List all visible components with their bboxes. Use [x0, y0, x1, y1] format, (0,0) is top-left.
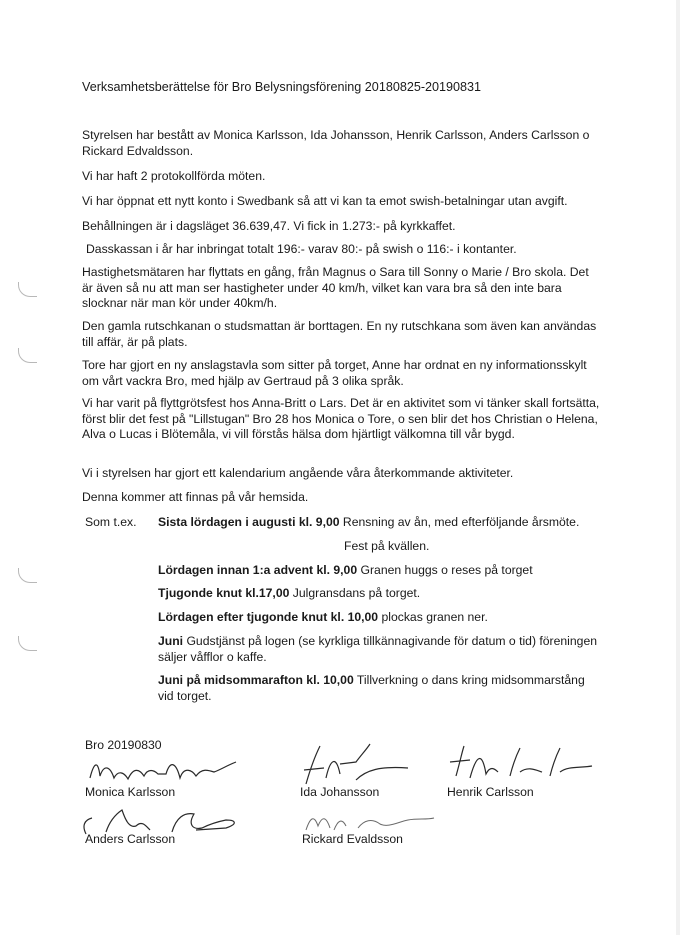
activity-item — [344, 539, 429, 555]
activity-date: Sista lördagen i augusti kl. 9,00 — [158, 515, 340, 529]
activity-item — [158, 515, 608, 531]
page-edge — [676, 0, 680, 935]
paragraph-notice-board: Tore har gjort en ny anslagstavla som sitter på torget, Anne har ordnat en ny informationsskylt om vårt vackra Bro, med hjälp av Gertraud på 3 olika språk. — [82, 358, 587, 388]
activity-item — [158, 586, 608, 602]
activity-text: Julgransdans på torget. — [289, 586, 421, 600]
activity-item — [158, 634, 598, 665]
signatory-name: Ida Johansson — [300, 785, 380, 799]
punch-hole-mark — [18, 282, 37, 297]
punch-hole-mark — [18, 636, 37, 651]
activity-date: Juni på midsommarafton kl. 10,00 — [158, 673, 354, 687]
example-label: Som t.ex. — [85, 515, 137, 529]
signature-henrik-scribble — [446, 742, 596, 786]
activity-text: Rensning av ån, med efterföljande årsmöte. — [339, 515, 580, 529]
punch-hole-mark — [18, 568, 37, 583]
paragraph-dasskassan: Dasskassan i år har inbringat totalt 196:- varav 80:- på swish o 116:- i kontanter. — [86, 242, 517, 256]
activity-date: Lördagen innan 1:a advent kl. 9,00 — [158, 563, 358, 577]
activity-item — [158, 673, 598, 704]
paragraph-slide: Den gamla rutschkanan o studsmattan är borttagen. En ny rutschkana som även kan användas till affär, är på plats. — [82, 319, 597, 349]
activity-text: Granen huggs o reses på torget — [357, 563, 533, 577]
signatory-name: Henrik Carlsson — [447, 785, 534, 799]
paragraph-balance: Behållningen är i dagsläget 36.639,47. Vi fick in 1.273:- på kyrkkaffet. — [82, 219, 456, 233]
activity-text: Gudstjänst på logen (se kyrkliga tillkännagivande för datum o tid) föreningen säljer våfflor o kaffe. — [158, 634, 597, 664]
activity-date: Juni — [158, 634, 184, 648]
activity-item — [158, 563, 608, 579]
paragraph-website: Denna kommer att finnas på vår hemsida. — [82, 490, 309, 504]
punch-hole-mark — [18, 348, 37, 363]
signatory-name: Monica Karlsson — [85, 785, 176, 799]
paragraph-speed-meter: Hastighetsmätaren har flyttats en gång, från Magnus o Sara till Sonny o Marie / Bro skola. Det är även så nu att man ser hastigheter under 40 km/h, vilket kan vara bra så den inte bara slocknar när man kör under 40km/h. — [82, 265, 589, 310]
activity-date: Lördagen efter tjugonde knut kl. 10,00 — [158, 610, 379, 624]
place-date: Bro 20190830 — [85, 738, 162, 752]
document-title: Verksamhetsberättelse för Bro Belysningsförening 20180825-20190831 — [82, 80, 482, 94]
activity-item — [158, 610, 608, 626]
activity-text: Tillverkning o dans kring midsommarstång vid torget. — [158, 673, 585, 703]
paragraph-board: Styrelsen har bestått av Monica Karlsson, Ida Johansson, Henrik Carlsson, Anders Carlsson o Rickard Edvaldsson. — [82, 128, 590, 158]
signature-ida-scribble — [296, 740, 416, 790]
paragraph-party: Vi har varit på flyttgrötsfest hos Anna-Britt o Lars. Det är en aktivitet som vi tänker skall fortsätta, först blir det fest på "Lillstugan" Bro 28 hos Monica o Tore, o sen blir det hos Christian o Helena, Alva o Lucas i Blötemåla, vi vill förstås hälsa dom hjärtligt välkomna till vår bygd. — [82, 396, 600, 441]
activity-date: Tjugonde knut kl.17,00 — [158, 586, 290, 600]
signatory-name: Rickard Evaldsson — [302, 832, 403, 846]
paragraph-bank: Vi har öppnat ett nytt konto i Swedbank så att vi kan ta emot swish-betalningar utan avgift. — [82, 194, 568, 208]
paragraph-meetings: Vi har haft 2 protokollförda möten. — [82, 169, 266, 183]
activity-text: Fest på kvällen. — [344, 539, 430, 553]
paragraph-calendar: Vi i styrelsen har gjort ett kalendarium angående våra återkommande aktiviteter. — [82, 466, 514, 480]
signatory-name: Anders Carlsson — [85, 832, 176, 846]
activity-text: plockas granen ner. — [378, 610, 488, 624]
